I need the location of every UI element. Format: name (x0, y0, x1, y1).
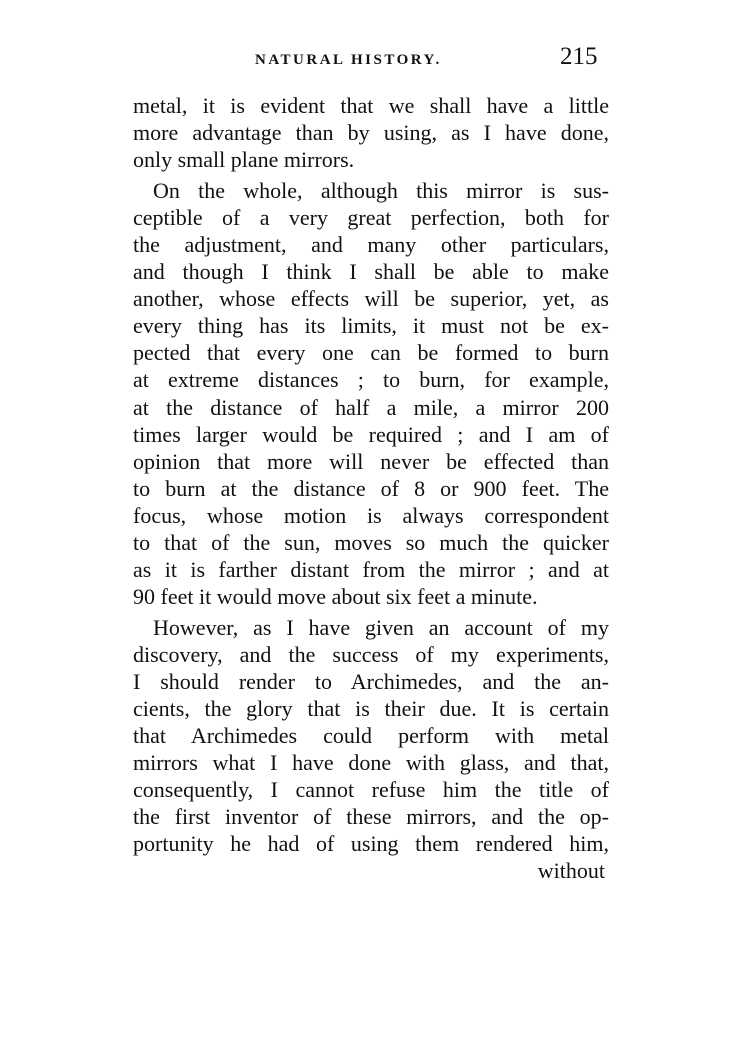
text-line: mirrors what I have done with glass, and that, (133, 750, 609, 776)
text-line: the first inventor of these mirrors, and the op- (133, 804, 609, 830)
text-line: to that of the sun, moves so much the quicker (133, 529, 609, 555)
body-text (133, 92, 609, 884)
text-line: focus, whose motion is always correspondent (133, 502, 609, 528)
text-line: portunity he had of using them rendered him, (133, 831, 609, 857)
text-line: and though I think I shall be able to make (133, 259, 609, 285)
text-line: the adjustment, and many other particulars, (133, 232, 609, 258)
text-line: cients, the glory that is their due. It is certain (133, 696, 609, 722)
text-line: pected that every one can be formed to burn (133, 340, 609, 366)
paragraph-first-line: However, as I have given an account of my (153, 614, 609, 640)
text-line: another, whose effects will be superior, yet, as (133, 286, 609, 312)
text-line: as it is farther distant from the mirror ; and at (133, 556, 609, 582)
text-line: metal, it is evident that we shall have a little (133, 93, 609, 118)
text-line: at extreme distances ; to burn, for example, (133, 367, 609, 393)
text-line: opinion that more will never be effected than (133, 448, 609, 474)
text-line: that Archimedes could perform with metal (133, 723, 609, 749)
running-title: NATURAL HISTORY. (255, 52, 442, 68)
text-line: consequently, I cannot refuse him the title of (133, 777, 609, 803)
text-line: every thing has its limits, it must not be ex- (133, 313, 609, 339)
running-head (0, 40, 750, 80)
text-line: to burn at the distance of 8 or 900 feet. The (133, 475, 609, 501)
text-line: 90 feet it would move about six feet a minute. (133, 583, 538, 609)
text-line: times larger would be required ; and I am of (133, 421, 609, 447)
text-line: discovery, and the success of my experiments, (133, 641, 609, 667)
text-line: more advantage than by using, as I have done, (133, 120, 609, 146)
text-line: only small plane mirrors. (133, 147, 355, 173)
text-line: ceptible of a very great perfection, both for (133, 205, 609, 231)
catchword: without (537, 858, 605, 884)
text-line: at the distance of half a mile, a mirror 200 (133, 394, 609, 420)
page-number: 215 (560, 43, 598, 70)
text-line: I should render to Archimedes, and the an- (133, 668, 609, 694)
paragraph-first-line: On the whole, although this mirror is sus- (153, 178, 609, 204)
